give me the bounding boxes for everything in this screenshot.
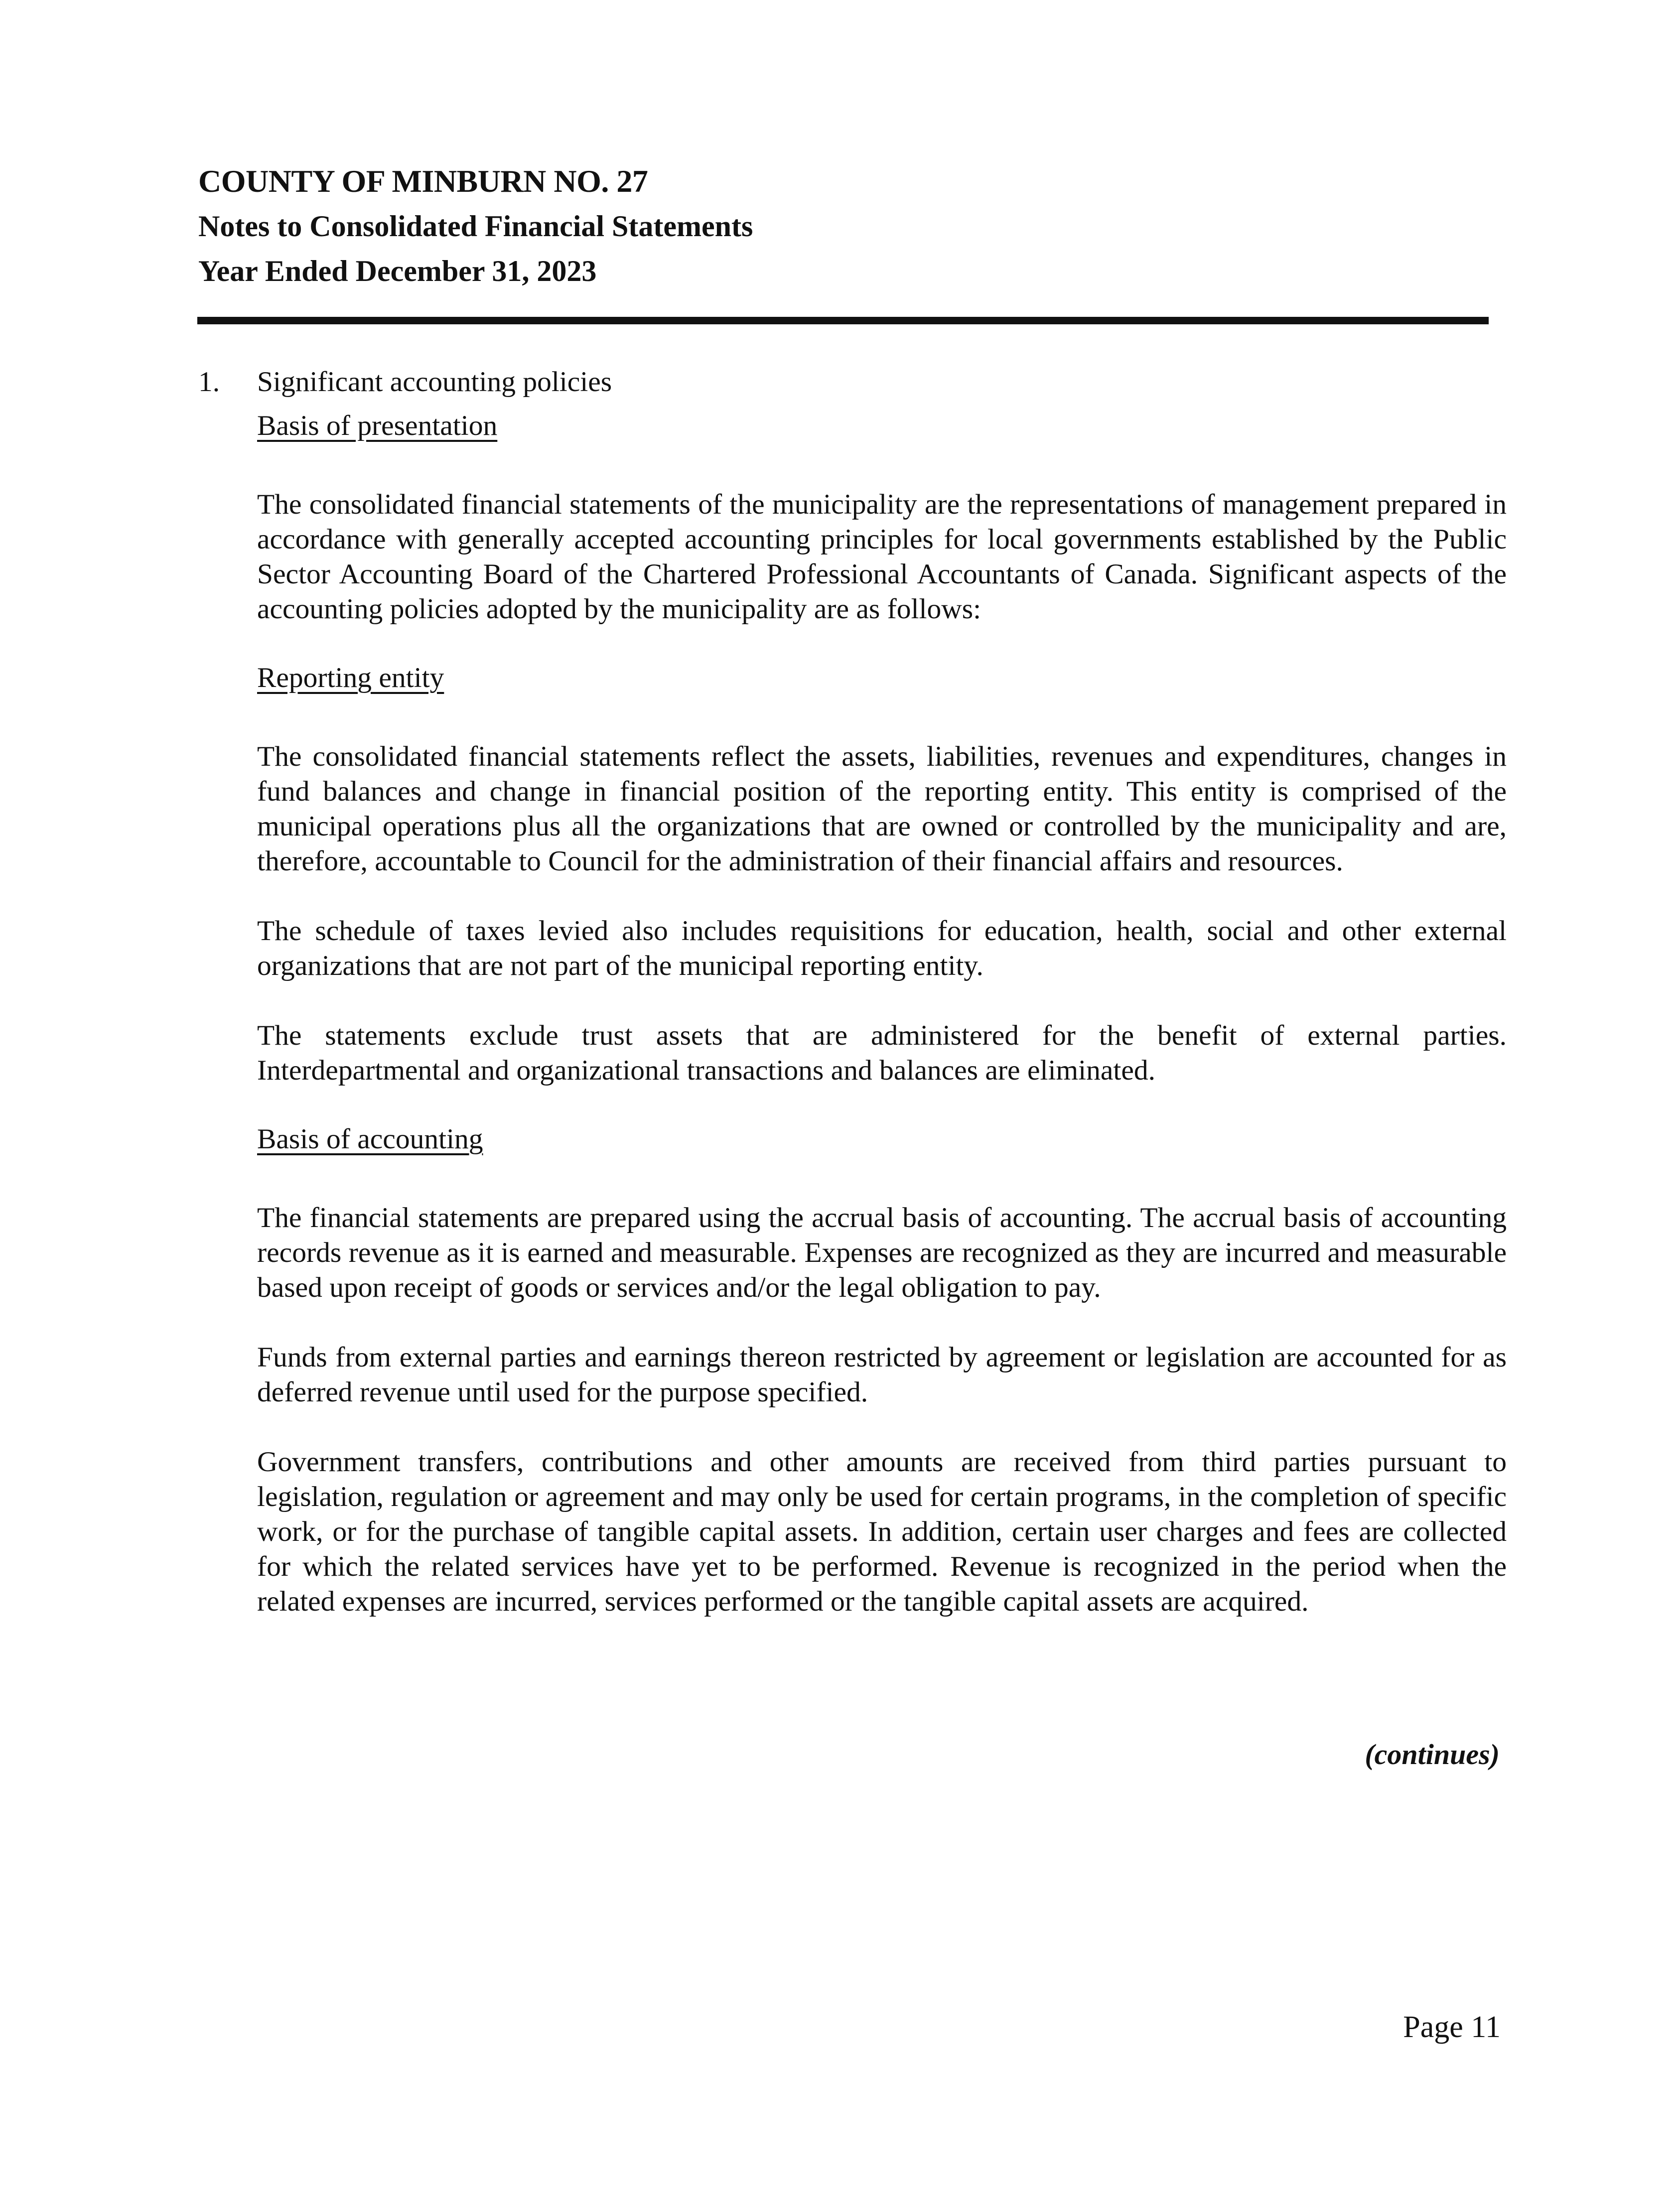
section-heading: Basis of presentation xyxy=(257,410,498,441)
section-basis-of-accounting xyxy=(257,1122,1507,1619)
paragraph: The consolidated financial statements reflect the assets, liabilities, revenues and expenditures, changes in fund balances and change in financial position of the reporting entity. This entity is comprised of the municipal operations plus all the organizations that are owned or controlled by the municipality and are, therefore, accountable to Council for the administration of their financial affairs and resources. xyxy=(257,741,1507,877)
paragraph: Government transfers, contributions and other amounts are received from third parties pursuant to legislation, regulation or agreement and may only be used for certain programs, in the completion of specific work, or for the purchase of tangible capital assets. In addition, certain user charges and fees are collected for which the related services have yet to be performed. Revenue is recognized in the period when the related expenses are incurred, services performed or the tangible capital assets are acquired. xyxy=(257,1446,1507,1617)
page-number: Page 11 xyxy=(1403,2010,1501,2044)
header-divider xyxy=(197,317,1489,324)
continues-note: (continues) xyxy=(1365,1738,1500,1771)
paragraph: The financial statements are prepared using the accrual basis of accounting. The accrual basis of accounting records revenue as it is earned and measurable. Expenses are recognized as they are incurred and measurable based upon receipt of goods or services and/or the legal obligation to pay. xyxy=(257,1202,1507,1303)
paragraph: The statements exclude trust assets that are administered for the benefit of external parties. Interdepartmental and organizational transactions and balances are eliminated. xyxy=(257,1020,1507,1086)
notes-body xyxy=(198,365,1509,1619)
document-subtitle: Notes to Consolidated Financial Statements xyxy=(198,210,753,243)
note-heading xyxy=(198,365,1509,400)
section-basis-of-presentation xyxy=(257,409,1507,627)
reporting-period: Year Ended December 31, 2023 xyxy=(198,255,597,287)
entity-name: COUNTY OF MINBURN NO. 27 xyxy=(198,163,648,199)
note-title: Significant accounting policies xyxy=(257,366,612,398)
section-reporting-entity xyxy=(257,661,1507,1088)
paragraph: The schedule of taxes levied also includes requisitions for education, health, social and other external organizations that are not part of the municipal reporting entity. xyxy=(257,915,1507,981)
note-number: 1. xyxy=(198,366,220,398)
document-header xyxy=(198,165,753,296)
paragraph: The consolidated financial statements of the municipality are the representations of management prepared in accordance with generally accepted accounting principles for local governments established by the Public Sector Accounting Board of the Chartered Professional Accountants of Canada. Significant aspects of the accounting policies adopted by the municipality are as follows: xyxy=(257,489,1507,625)
section-heading: Basis of accounting xyxy=(257,1123,483,1155)
paragraph: Funds from external parties and earnings thereon restricted by agreement or legislation are accounted for as deferred revenue until used for the purpose specified. xyxy=(257,1342,1507,1408)
section-heading: Reporting entity xyxy=(257,662,444,693)
